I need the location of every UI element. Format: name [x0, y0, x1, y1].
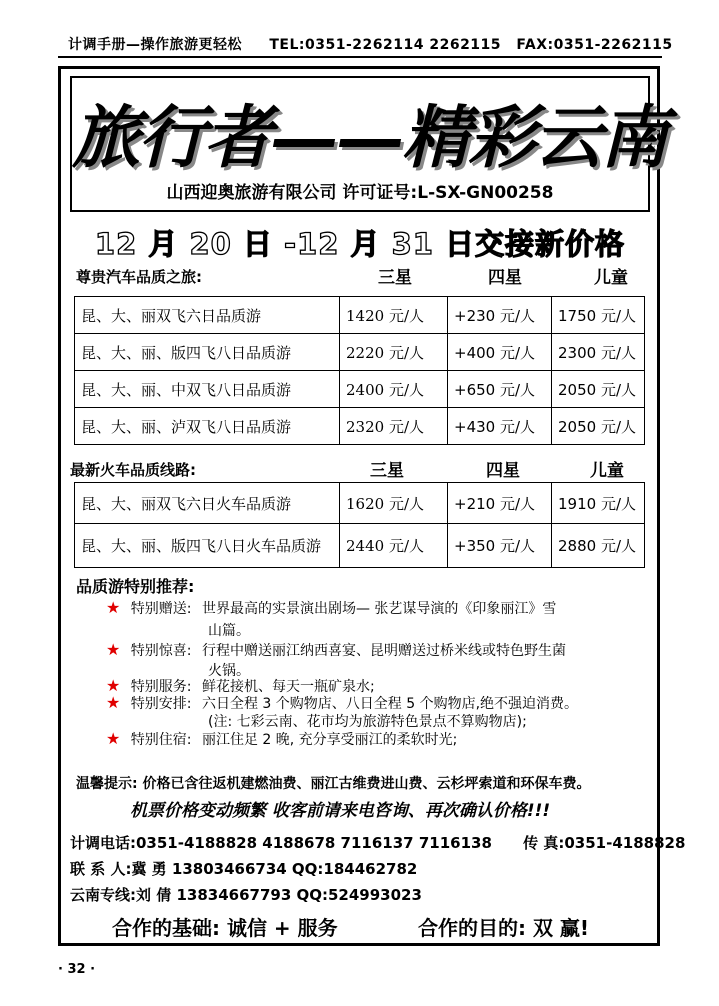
company-license: 山西迎奥旅游有限公司 许可证号:L-SX-GN00258	[166, 183, 554, 203]
contact-label: 联 系 人:	[70, 860, 132, 878]
slogan-foundation: 合作的基础: 诚信 + 服务	[112, 916, 338, 940]
contact-line-person	[70, 858, 417, 879]
table-row	[75, 371, 645, 408]
star-icon: ★	[106, 693, 121, 712]
child-price: 1750 元/人	[552, 297, 645, 334]
book-title: 计调手册—操作旅游更轻松	[68, 37, 242, 53]
fax-number: FAX:0351-2262115	[516, 37, 673, 53]
three-star-price: 2440 元/人	[340, 524, 448, 568]
price-period-title: 12 月 20 日 -12 月 31 日交接新价格	[94, 227, 626, 261]
list-item	[106, 640, 566, 660]
star-icon: ★	[106, 598, 121, 617]
col-four-star: 四星	[488, 268, 522, 288]
recommend-label: 特别安排:	[130, 696, 192, 712]
star-icon: ★	[106, 640, 121, 659]
four-star-price: +650 元/人	[448, 371, 552, 408]
col-child: 儿童	[590, 461, 624, 481]
four-star-price: +350 元/人	[448, 524, 552, 568]
child-price: 1910 元/人	[552, 483, 645, 524]
price-notice: 机票价格变动频繁 收客前请来电咨询、再次确认价格!!!	[130, 801, 551, 821]
col-three-star: 三星	[378, 268, 412, 288]
child-price: 2880 元/人	[552, 524, 645, 568]
warm-tip: 温馨提示: 价格已含往返机建燃油费、丽江古维费进山费、云杉坪索道和环保车费。	[76, 776, 591, 792]
recommend-label: 特别住宿:	[130, 732, 192, 748]
car-price-table	[74, 296, 645, 445]
four-star-price: +210 元/人	[448, 483, 552, 524]
table-row	[75, 483, 645, 524]
star-icon: ★	[106, 676, 121, 695]
contact-line-yunnan	[70, 884, 422, 905]
table-row	[75, 408, 645, 445]
main-title: 旅行者——精彩云南	[72, 98, 667, 178]
route-cell: 昆、大、丽、版四飞八日火车品质游	[75, 524, 340, 568]
route-cell: 昆、大、丽双飞六日火车品质游	[75, 483, 340, 524]
star-icon: ★	[106, 729, 121, 748]
contact-value: 冀 勇 13803466734 QQ:184462782	[131, 860, 418, 878]
four-star-price: +400 元/人	[448, 334, 552, 371]
four-star-price: +430 元/人	[448, 408, 552, 445]
child-price: 2300 元/人	[552, 334, 645, 371]
three-star-price: 2320 元/人	[340, 408, 448, 445]
three-star-price: 1420 元/人	[340, 297, 448, 334]
table-row	[75, 297, 645, 334]
recommend-text-cont: (注: 七彩云南、花市均为旅游特色景点不算购物店);	[208, 714, 527, 730]
list-item	[106, 729, 457, 749]
recommend-label: 特别服务:	[130, 679, 192, 695]
table-row	[75, 524, 645, 568]
contact-line-dispatch	[70, 832, 685, 853]
fax-value: 0351-4188828	[564, 834, 686, 852]
tel-number: TEL:0351-2262114 2262115	[269, 37, 502, 53]
list-item	[106, 693, 578, 713]
contact-label: 计调电话:	[70, 834, 136, 852]
fax-label: 传 真:	[523, 834, 565, 852]
slogan-goal: 合作的目的: 双 赢!	[418, 916, 590, 940]
recommend-text-cont: 山篇。	[208, 623, 250, 639]
recommend-heading: 品质游特别推荐:	[76, 577, 195, 596]
child-price: 2050 元/人	[552, 371, 645, 408]
title-box	[70, 76, 667, 212]
child-price: 2050 元/人	[552, 408, 645, 445]
route-cell: 昆、大、丽、泸双飞八日品质游	[75, 408, 340, 445]
recommend-text: 行程中赠送丽江纳西喜宴、昆明赠送过桥米线或特色野生菌	[201, 643, 566, 659]
running-header	[68, 34, 673, 54]
contact-value: 刘 倩 13834667793 QQ:524993023	[136, 886, 422, 904]
col-child: 儿童	[594, 268, 628, 288]
car-section-heading: 尊贵汽车品质之旅:	[76, 268, 202, 286]
recommend-text: 世界最高的实景演出剧场— 张艺谋导演的《印象丽江》雪	[201, 601, 557, 617]
recommend-label: 特别赠送:	[130, 601, 192, 617]
contact-value: 0351-4188828 4188678 7116137 7116138	[136, 834, 492, 852]
train-price-table	[74, 482, 645, 568]
three-star-price: 2400 元/人	[340, 371, 448, 408]
three-star-price: 1620 元/人	[340, 483, 448, 524]
four-star-price: +230 元/人	[448, 297, 552, 334]
three-star-price: 2220 元/人	[340, 334, 448, 371]
col-three-star: 三星	[370, 461, 404, 481]
recommend-text-cont: 火锅。	[208, 663, 250, 679]
page-number: · 32 ·	[58, 962, 96, 977]
contact-label: 云南专线:	[70, 886, 136, 904]
col-four-star: 四星	[486, 461, 520, 481]
recommend-text: 丽江住足 2 晚, 充分享受丽江的柔软时光;	[201, 732, 458, 748]
table-row	[75, 334, 645, 371]
route-cell: 昆、大、丽、中双飞八日品质游	[75, 371, 340, 408]
recommend-text: 鲜花接机、每天一瓶矿泉水;	[201, 679, 375, 695]
list-item	[106, 598, 556, 618]
route-cell: 昆、大、丽双飞六日品质游	[75, 297, 340, 334]
recommend-label: 特别惊喜:	[130, 643, 192, 659]
route-cell: 昆、大、丽、版四飞八日品质游	[75, 334, 340, 371]
recommend-text: 六日全程 3 个购物店、八日全程 5 个购物店,绝不强迫消费。	[201, 696, 579, 712]
train-section-heading: 最新火车品质线路:	[70, 461, 196, 479]
header-rule	[58, 56, 662, 58]
